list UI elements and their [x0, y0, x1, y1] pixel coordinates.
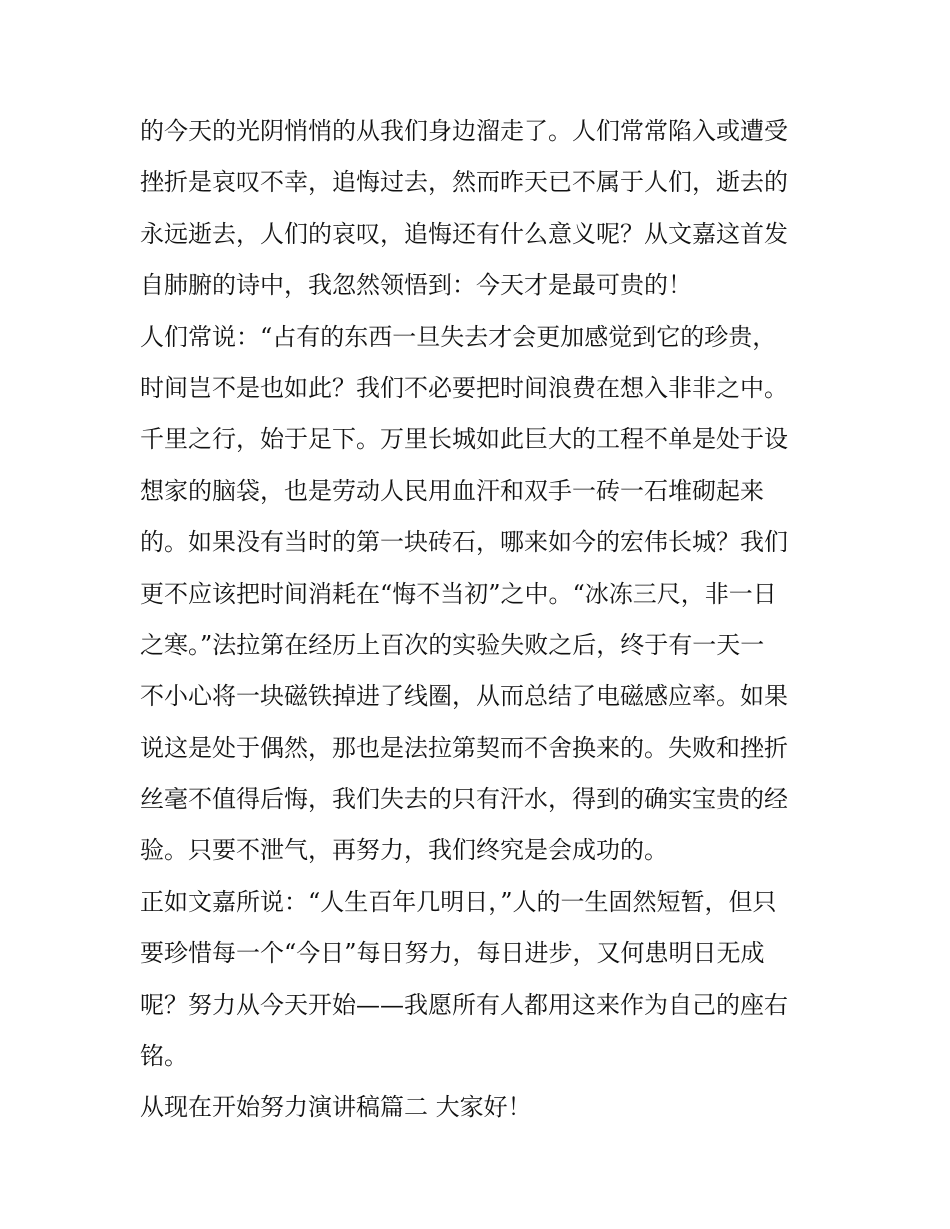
text-line: 时间岂不是也如此？我们不必要把时间浪费在想入非非之中。 — [140, 373, 788, 402]
body-text — [140, 106, 820, 1134]
text-line: 铭。 — [140, 1042, 188, 1071]
text-line: 呢？努力从今天开始——我愿所有人都用这来作为自己的座右 — [140, 990, 788, 1019]
text-line: 挫折是哀叹不幸，追悔过去，然而昨天已不属于人们，逝去的 — [140, 168, 788, 197]
text-line: 要珍惜每一个“今日”每日努力，每日进步，又何患明日无成 — [140, 939, 765, 968]
text-line: 的。如果没有当时的第一块砖石，哪来如今的宏伟长城？我们 — [140, 528, 788, 557]
text-line: 丝毫不值得后悔，我们失去的只有汗水，得到的确实宝贵的经 — [140, 785, 788, 814]
text-line: 之寒。”法拉第在经历上百次的实验失败之后，终于有一天一 — [140, 630, 765, 659]
text-line: 验。只要不泄气，再努力，我们终究是会成功的。 — [140, 836, 668, 865]
text-line: 说这是处于偶然，那也是法拉第契而不舍换来的。失败和挫折 — [140, 733, 788, 762]
text-line: 不小心将一块磁铁掉进了线圈，从而总结了电磁感应率。如果 — [140, 682, 788, 711]
text-line: 正如文嘉所说：“人生百年几明日，”人的一生固然短暂，但只 — [140, 887, 777, 916]
text-line: 想家的脑袋，也是劳动人民用血汗和双手一砖一石堆砌起来 — [140, 476, 764, 505]
text-line: 自肺腑的诗中，我忽然领悟到：今天才是最可贵的！ — [140, 271, 692, 300]
text-line: 千里之行，始于足下。万里长城如此巨大的工程不单是处于设 — [140, 425, 788, 454]
text-line: 更不应该把时间消耗在“悔不当初”之中。“冰冻三尺，非一日 — [140, 579, 777, 608]
text-line: 人们常说：“占有的东西一旦失去才会更加感觉到它的珍贵， — [140, 322, 777, 351]
text-line: 从现在开始努力演讲稿篇二 大家好！ — [140, 1093, 532, 1122]
text-line: 的今天的光阴悄悄的从我们身边溜走了。人们常常陷入或遭受 — [140, 117, 788, 145]
text-line: 永远逝去，人们的哀叹，追悔还有什么意义呢？从文嘉这首发 — [140, 219, 788, 248]
